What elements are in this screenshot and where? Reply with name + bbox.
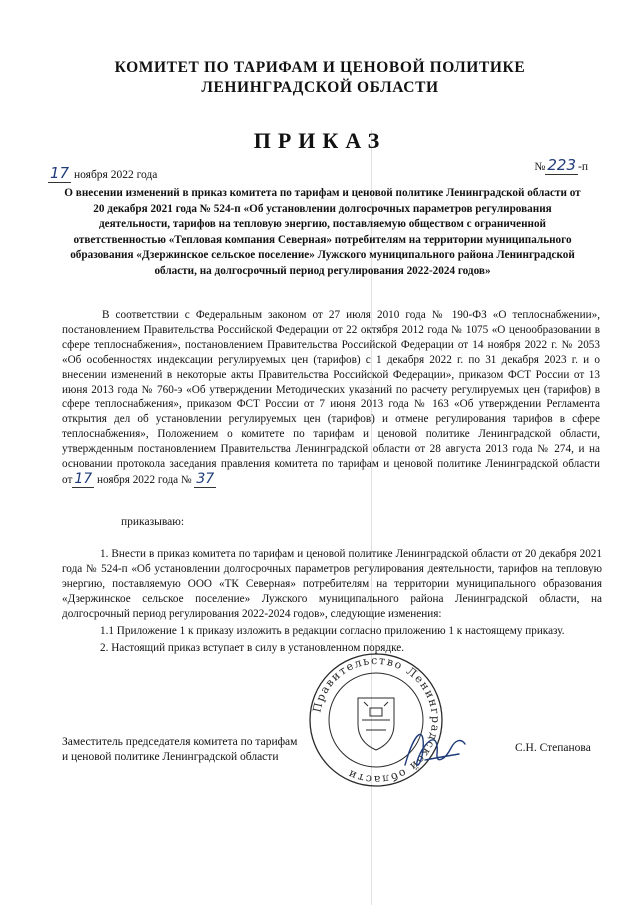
date-day-handwritten: 17 [50, 164, 70, 182]
issuer-line-2: ЛЕНИНГРАДСКОЙ ОБЛАСТИ [201, 79, 439, 96]
stamp-text: Правительство Ленинградской области [310, 653, 443, 787]
issuer-header [70, 58, 570, 98]
handwritten-signature [395, 720, 475, 775]
protocol-number-handwritten: 37 [196, 470, 215, 487]
signatory-position-line-2: и ценовой политике Ленинградской области [62, 751, 279, 763]
document-title: ПРИКАЗ [253, 128, 387, 153]
number-suffix: -п [578, 161, 588, 173]
document-subject: О внесении изменений в приказ комитета по тарифам и ценовой политике Ленинградской области от 20 декабря 2021 года № 524-п «Об установлении долгосрочных параметров регулирования деятельности, тарифов на тепловую энергию, поставляемую обществом с ограниченной ответственностью «Тепловая компания Северная» потребителям на территории муниципального образования «Дзержинское сельское поселение» Лужского муниципального района Ленинградской области, на долгосрочный период регулирования 2022-2024 годов» [64, 187, 581, 277]
order-item-1-1: 1.1 Приложение 1 к приказу изложить в редакции согласно приложению 1 к настоящему приказу. [100, 624, 565, 637]
preamble [62, 308, 600, 488]
issuer-line-1: КОМИТЕТ ПО ТАРИФАМ И ЦЕНОВОЙ ПОЛИТИКЕ [114, 59, 526, 76]
order-items [62, 547, 602, 656]
date-rest: ноября 2022 года [73, 169, 158, 181]
preamble-text: В соответствии с Федеральным законом от 27 июля 2010 года № 190-ФЗ «О теплоснабжении», постановлением Правительства Российской Федерации от 22 октября 2012 года № 1075 «О ценообразовании в сфере теплоснабжения», постановлением Правительства Российской Федерации от 14 ноября 2022 г. № 2053 «Об особенностях индексации регулируемых цен (тарифов) с 1 декабря 2022 г. по 31 декабря 2023 г. и о внесении изменений в некоторые акты Правительства Российской Федерации», приказом ФСТ России от 13 июня 2013 года № 760-э «Об утверждении Методических указаний по расчету регулируемых цен (тарифов) в сфере теплоснабжения», приказом ФСТ России от 7 июня 2013 года № 163 «Об утверждении Регламента открытия дел об установлении регулируемых цен (тарифов) и отмене регулирования тарифов в сфере теплоснабжения», Положением о комитете по тарифам и ценовой политике Ленинградской области, утвержденным постановлением Правительства Ленинградской области от 28 августа 2013 года № 274, и на основании протокола заседания правления комитета по тарифам и ценовой политике Ленинградской области от [62, 309, 600, 486]
signatory-position [62, 735, 297, 765]
protocol-day-handwritten: 17 [74, 470, 93, 487]
order-word: приказываю: [121, 516, 185, 528]
document-date [48, 164, 157, 182]
coat-of-arms-icon [358, 698, 394, 750]
preamble-paragraph [62, 308, 600, 488]
order-item-1: 1. Внести в приказ комитета по тарифам и ценовой политике Ленинградской области от 20 декабря 2021 года № 524-п «Об установлении долгосрочных параметров регулирования деятельности, тарифов на тепловую энергию, поставляемую ООО «ТК Северная» потребителям на территории муниципального образования «Дзержинское сельское поселение» Лужского муниципального района Ленинградской области, на долгосрочный период регулирования 2022-2024 годов», следующие изменения: [62, 548, 602, 620]
signatory-name: С.Н. Степанова [515, 742, 591, 754]
number-handwritten: 223 [547, 156, 577, 174]
preamble-text-middle: ноября 2022 года № [96, 473, 192, 486]
document-number [534, 156, 588, 174]
number-prefix: № [534, 161, 546, 173]
order-item-2: 2. Настоящий приказ вступает в силу в установленном порядке. [100, 642, 405, 655]
signatory-position-line-1: Заместитель председателя комитета по тарифам [62, 736, 298, 748]
